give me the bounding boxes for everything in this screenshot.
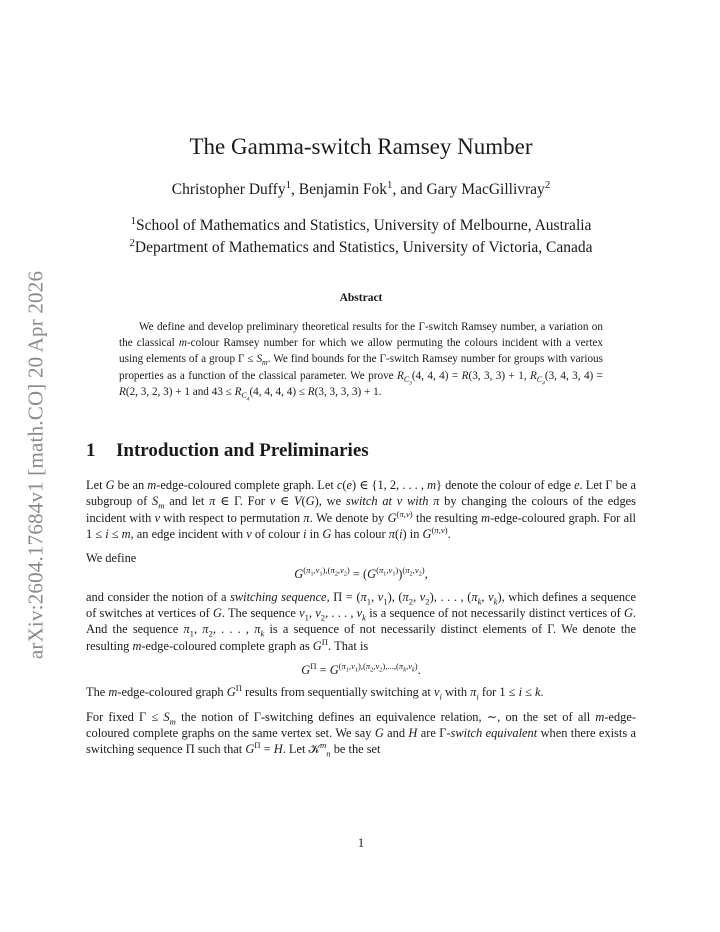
paragraph: and consider the notion of a switching sequence, $\Pi = (\pi_1$, $v_1$), ($\pi_2$, $v_2$), . . . , ($\pi_k$, $v_k$), which defines a sequence of switches at vertices of G. The sequence $v_1$, $v_2$, . . . , $v_k$ is a sequence of not necessarily distinct vertices of G. And the sequence $\pi_1$, $\pi_2$, . . . , $\pi_k$ is a sequence of not necessarily distinct elements of Γ. We denote the resulting m-edge-coloured complete graph as $G^\Pi$. That is bbox=[86, 589, 637, 653]
affiliation-mark: 1 bbox=[285, 178, 291, 191]
equation: $G^{(\pi_1,v_1),(\pi_2,v_2)} = (G^{(\pi_1,v_1)})^{(\pi_2,v_2)}$, bbox=[294, 565, 428, 582]
author-list bbox=[86, 178, 636, 199]
paragraph: Let G be an m-edge-coloured complete graph. Let c(e) ∈ {1, 2, . . . , m} denote the colour of edge e. Let Γ be a subgroup of $S_m$ and let π ∈ Γ. For v ∈ V(G), we switch at v with π by changing the colours of the edges incident with v with respect to permutation π. We denote by $G^{(\pi,v)}$ the resulting m-edge-coloured graph. For all 1 ≤ i ≤ m, an edge incident with v of colour i in G has colour π(i) in $G^{(\pi,v)}$. bbox=[86, 478, 637, 541]
paragraph: The m-edge-coloured graph $G^\Pi$ results from sequentially switching at $v_i$ with $\pi_i$ for 1 ≤ i ≤ k. bbox=[86, 683, 544, 702]
author-name: , and Gary MacGillivray bbox=[392, 181, 545, 198]
abstract-heading: Abstract bbox=[339, 292, 383, 304]
affiliation-mark: 2 bbox=[544, 178, 551, 191]
equation: $G^\Pi = G^{(\pi_1,v_1),(\pi_2,v_2),...,(\pi_k,v_k)}$. bbox=[301, 660, 421, 677]
section-number: 1 bbox=[86, 440, 96, 461]
affiliation-mark: 1 bbox=[387, 178, 393, 191]
author-name: Christopher Duffy bbox=[171, 181, 286, 198]
affiliation: $^1$School of Mathematics and Statistics, University of Melbourne, Australia bbox=[130, 214, 592, 234]
affiliation-list bbox=[86, 215, 636, 259]
paragraph: We define bbox=[86, 551, 137, 566]
section-title: Introduction and Preliminaries bbox=[116, 440, 369, 461]
page-number: 1 bbox=[357, 836, 365, 850]
abstract-text: We define and develop preliminary theoretical results for the Γ-switch Ramsey number, a variation on the classical m-colour Ramsey number for which we allow permuting the colours incident with a vertex using elements of a group $\Gamma \le S_m$. We find bounds for the Γ-switch Ramsey number for groups with various properties as a function of the classical parameter. We prove $R_{C_3}(4$, 4, 4) = R(3, 3, 3) + 1, $R_{C_4}(3$, 4, 3, 4) = R(2, 3, 2, 3) + 1 and $43 \le R_{C_4}(4$, 4, 4, 4) ≤ R(3, 3, 3, 3) + 1. bbox=[119, 321, 603, 403]
section-heading bbox=[86, 440, 636, 462]
affiliation: $^2$Department of Mathematics and Statistics, University of Victoria, Canada bbox=[129, 236, 593, 256]
paper-title: The Gamma-switch Ramsey Number bbox=[189, 134, 533, 159]
arxiv-side-stamp: arXiv:2604.17684v1 [math.CO] 20 Apr 2026 bbox=[23, 270, 48, 660]
author-name: , Benjamin Fok bbox=[291, 181, 388, 198]
paragraph: For fixed $\Gamma \le S_m$ the notion of Γ-switching defines an equivalence relation, ∼, on the set of all m-edge-coloured complete graphs on the same vertex set. We say G and H are Γ-switch equivalent when there exists a switching sequence Π such that $G^\Pi = H$. Let 𝒦$^m_n$ be the set bbox=[86, 709, 637, 759]
section-body bbox=[86, 477, 636, 765]
